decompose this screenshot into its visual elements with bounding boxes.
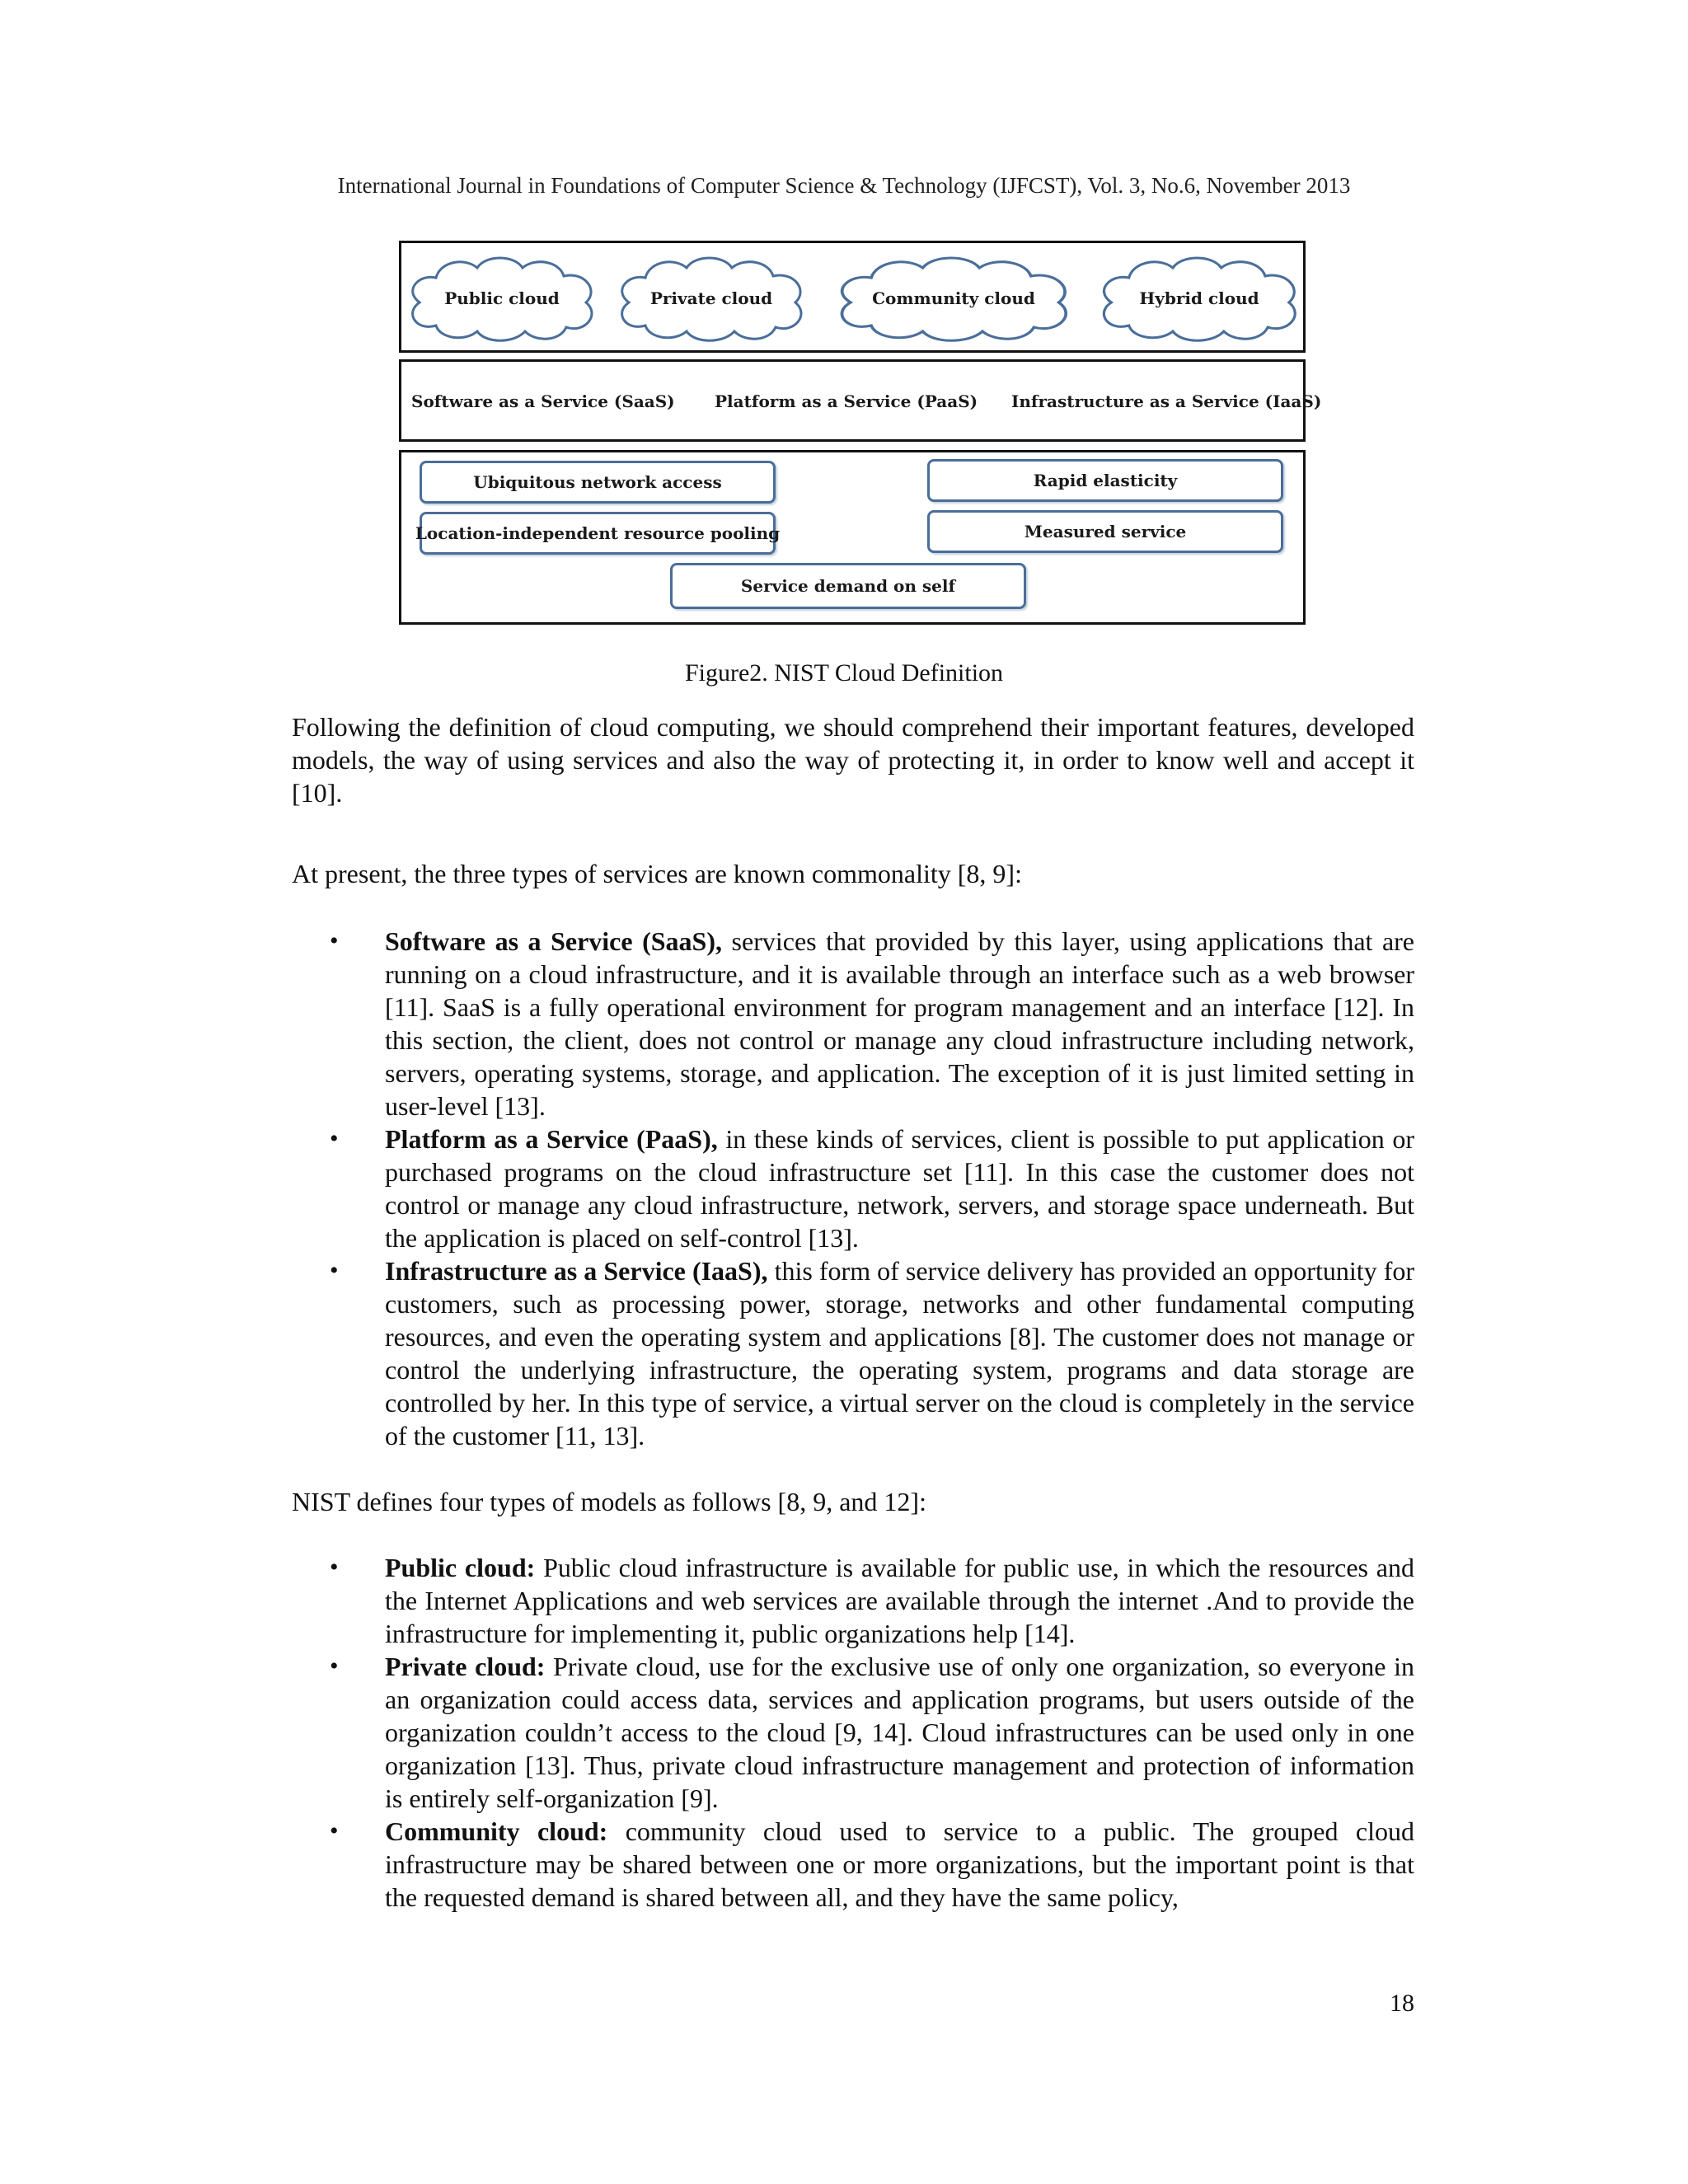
- figure-caption: Figure2. NIST Cloud Definition: [684, 659, 1004, 687]
- feature-label: Ubiquitous network access: [473, 472, 722, 492]
- list-item-private: [292, 1650, 1414, 1815]
- bullet-icon: •: [330, 1817, 339, 1844]
- page-number: 18: [1390, 1990, 1414, 2017]
- feature-label: Location-independent resource pooling: [415, 523, 781, 543]
- term-community: Community cloud:: [385, 1816, 608, 1846]
- list-item-public: [292, 1551, 1414, 1650]
- desc-paas: in these kinds of services, client is possible to put application or purchased programs on the cloud infrastructure set [11]. In this case the customer does not control or manage any cloud infrastructure, network, servers, and storage space underneath. But the application is placed on self-control [13].: [385, 1124, 1415, 1253]
- cloud-shape-private: [612, 253, 810, 344]
- feature-label: Measured service: [1024, 522, 1187, 541]
- service-label-iaas: Infrastructure as a Service (IaaS): [1011, 391, 1322, 411]
- service-label-saas: Software as a Service (SaaS): [411, 391, 675, 411]
- feature-ubiquitous: [420, 461, 776, 504]
- cloud-label-private: Private cloud: [649, 288, 773, 308]
- feature-self: [670, 563, 1026, 609]
- paragraph-intro: Following the definition of cloud computing, we should comprehend their important features, developed models, the way of using services and also the way of protecting it, in order to know well and accept it [10].: [292, 712, 1414, 808]
- list-item-paas: [292, 1122, 1414, 1254]
- desc-community: community cloud used to service to a public. The grouped cloud infrastructure may be shared between one or more organizations, but the important point is that the requested demand is shared between all, and they have the same policy,: [385, 1816, 1414, 1912]
- essential-characteristics-row: [399, 450, 1306, 625]
- term-paas: Platform as a Service (PaaS),: [385, 1124, 718, 1154]
- list-item-community: [292, 1815, 1414, 1914]
- models-list: [292, 1551, 1414, 1914]
- paragraph-services-lead: At present, the three types of services are known commonality [8, 9]:: [292, 859, 1022, 888]
- cloud-shape-public: [403, 253, 601, 344]
- feature-location: [415, 512, 781, 555]
- desc-iaas: this form of service delivery has provided an opportunity for customers, such as processing power, storage, networks and other fundamental computing resources, and even the operating system and applications [8]. The customer does not manage or control the underlying infrastructure, the operating system, programs and data storage are controlled by her. In this type of service, a virtual server on the cloud is completely in the service of the customer [11, 13].: [385, 1256, 1414, 1451]
- term-private: Private cloud:: [385, 1652, 546, 1681]
- cloud-shape-community: [830, 253, 1077, 344]
- list-item-saas: [292, 925, 1414, 1122]
- cloud-shape-hybrid: [1094, 253, 1305, 344]
- desc-private: Private cloud, use for the exclusive use of only one organization, so everyone in an organization could access data, services and application programs, but users outside of the organization couldn’t access to the cloud [9, 14]. Cloud infrastructures can be used only in one organization [13]. Thus, private cloud infrastructure management and protection of information is entirely self-organization [9].: [385, 1652, 1414, 1813]
- service-models-row: [399, 359, 1322, 442]
- feature-measured: [927, 510, 1283, 553]
- bullet-icon: •: [330, 1257, 339, 1284]
- term-iaas: Infrastructure as a Service (IaaS),: [385, 1256, 768, 1286]
- paragraph-models-lead: NIST defines four types of models as follows [8, 9, and 12]:: [292, 1487, 926, 1516]
- desc-saas: services that provided by this layer, using applications that are running on a cloud infrastructure, and it is available through an interface such as a web browser [11]. SaaS is a fully operational environment for program management and an interface [12]. In this section, the client, does not control or manage any cloud infrastructure including network, servers, operating systems, storage, and application. The exception of it is just limited setting in user-level [13].: [385, 926, 1415, 1121]
- feature-label: Service demand on self: [740, 576, 956, 596]
- desc-public: Public cloud infrastructure is available for public use, in which the resources and the Internet Applications and web services are available through the internet .And to provide the infrastructure for implementing it, public organizations help [14].: [385, 1553, 1415, 1648]
- running-header: International Journal in Foundations of Computer Science & Technology (IJFCST), Vol. 3, No.6, November 2013: [337, 173, 1351, 198]
- term-public: Public cloud:: [385, 1553, 536, 1582]
- service-label-paas: Platform as a Service (PaaS): [715, 391, 978, 411]
- cloud-label-hybrid: Hybrid cloud: [1139, 288, 1259, 308]
- feature-rapid: [927, 459, 1283, 502]
- cloud-label-community: Community cloud: [872, 288, 1035, 308]
- bullet-icon: •: [330, 1652, 339, 1680]
- term-saas: Software as a Service (SaaS),: [385, 926, 723, 956]
- services-list: [292, 925, 1414, 1452]
- bullet-icon: •: [330, 1125, 339, 1152]
- bullet-icon: •: [330, 1554, 339, 1581]
- bullet-icon: •: [330, 927, 339, 954]
- deployment-models-row: [399, 241, 1306, 353]
- nist-cloud-figure: [399, 241, 1322, 626]
- list-item-iaas: [292, 1254, 1414, 1452]
- feature-label: Rapid elasticity: [1033, 471, 1178, 490]
- cloud-label-public: Public cloud: [444, 288, 560, 308]
